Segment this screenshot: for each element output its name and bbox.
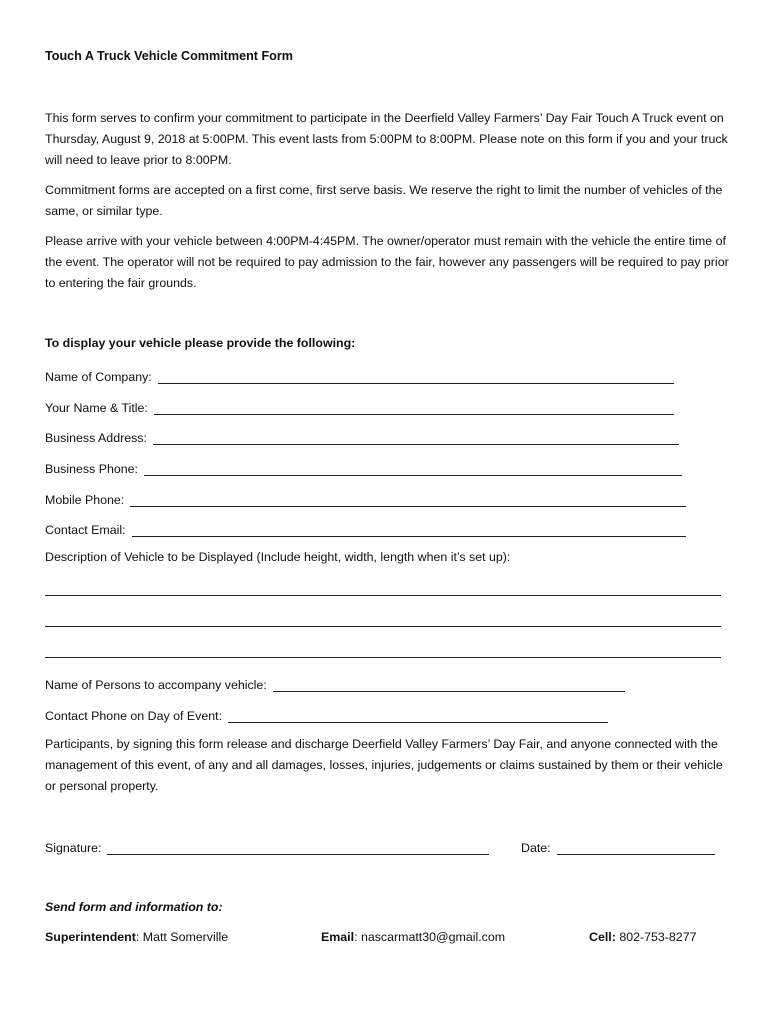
company-field[interactable] <box>45 366 674 384</box>
date-line[interactable] <box>557 840 715 855</box>
email-label: Contact Email: <box>45 523 126 537</box>
commitment-paragraph: Commitment forms are accepted on a first come, first serve basis. We reserve the right to limit the number of vehicles of the same, or similar type. <box>45 183 723 218</box>
intro-paragraph: This form serves to confirm your commitment to participate in the Deerfield Valley Farmers’ Day Fair Touch A Truck event on Thursday, August 9, 2018 at 5:00PM. This event lasts from 5:00PM to 8:00PM. Please note on this form if you and your truck will need to leave prior to 8:00PM. <box>45 111 728 167</box>
company-line[interactable] <box>158 369 674 384</box>
day-phone-field[interactable] <box>45 705 608 723</box>
address-field[interactable] <box>45 427 679 445</box>
business-phone-field[interactable] <box>45 458 682 476</box>
email-contact-label: Email <box>321 930 355 944</box>
address-label: Business Address: <box>45 431 147 445</box>
send-to-heading: Send form and information to: <box>45 900 223 914</box>
business-phone-label: Business Phone: <box>45 462 138 476</box>
superintendent-contact: Superintendent: Matt Somerville <box>45 930 229 944</box>
day-phone-line[interactable] <box>228 708 608 723</box>
date-label: Date: <box>521 841 551 855</box>
description-line-1[interactable] <box>45 595 721 596</box>
release-paragraph: Participants, by signing this form release and discharge Deerfield Valley Farmers’ Day Fair, and anyone connected with the management of this event, of any and all damages, losses, injuries, judgements or claims sustained by them or their vehicle or personal property. <box>45 737 723 793</box>
description-label: Description of Vehicle to be Displayed (Include height, width, length when it’s set up): <box>45 550 511 564</box>
description-line-2[interactable] <box>45 626 721 627</box>
mobile-phone-field[interactable] <box>45 489 686 507</box>
email-contact: Email: nascarmatt30@gmail.com <box>321 930 506 944</box>
day-phone-label: Contact Phone on Day of Event: <box>45 709 223 723</box>
description-line-3[interactable] <box>45 657 721 658</box>
name-title-field[interactable] <box>45 397 674 415</box>
persons-line[interactable] <box>273 677 625 692</box>
date-field[interactable] <box>521 837 715 855</box>
email-contact-value[interactable]: nascarmatt30@gmail.com <box>360 930 506 944</box>
name-title-line[interactable] <box>154 400 674 415</box>
mobile-phone-line[interactable] <box>130 492 686 507</box>
signature-field[interactable] <box>45 837 489 855</box>
signature-label: Signature: <box>45 841 102 855</box>
cell-contact-value: 802-753-8277 <box>619 930 697 944</box>
arrival-paragraph: Please arrive with your vehicle between 4:00PM-4:45PM. The owner/operator must remain with the vehicle the entire time of the event. The operator will not be required to pay admission to the fair, however any passengers will be required to pay prior to entering the fair grounds. <box>45 234 729 290</box>
email-line[interactable] <box>132 522 686 537</box>
form-title: Touch A Truck Vehicle Commitment Form <box>45 49 293 63</box>
business-phone-line[interactable] <box>144 461 682 476</box>
cell-contact-label: Cell: <box>589 930 616 944</box>
company-label: Name of Company: <box>45 370 152 384</box>
superintendent-label: Superintendent <box>45 930 136 944</box>
cell-contact <box>589 930 696 944</box>
section-heading: To display your vehicle please provide the following: <box>45 336 356 350</box>
persons-label: Name of Persons to accompany vehicle: <box>45 678 267 692</box>
persons-field[interactable] <box>45 674 625 692</box>
superintendent-value: Matt Somerville <box>142 930 229 944</box>
mobile-phone-label: Mobile Phone: <box>45 493 125 507</box>
address-line[interactable] <box>153 430 679 445</box>
signature-line[interactable] <box>107 840 489 855</box>
name-title-label: Your Name & Title: <box>45 401 148 415</box>
email-field[interactable] <box>45 519 686 537</box>
